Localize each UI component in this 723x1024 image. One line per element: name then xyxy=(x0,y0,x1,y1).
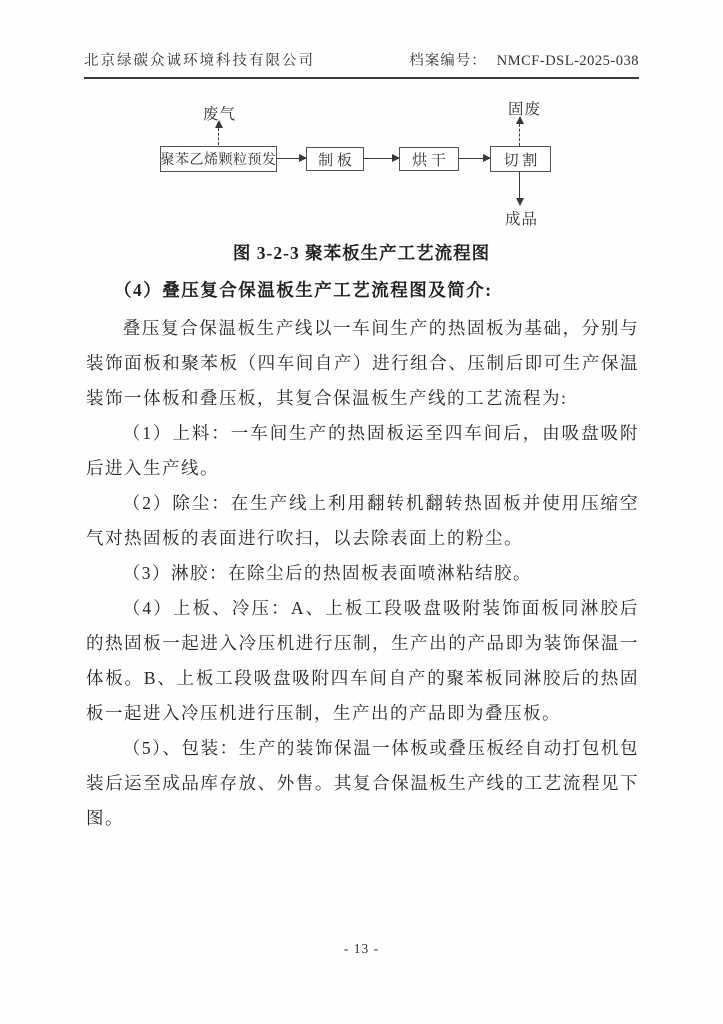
paragraph-step-3-glue: （3）淋胶：在除尘后的热固板表面喷淋粘结胶。 xyxy=(122,563,532,583)
paragraph-step-4-pressing: （4）上板、冷压：A、上板工段吸盘吸附装饰面板同淋胶后的热固板一起进入冷压机进行压制，生产出的产品即为装饰保温一体板。B、上板工段吸盘吸附四车间自产的聚苯板同淋胶后的热固板一起进入冷压机进行压制，生产出的产品即为叠压板。 xyxy=(86,598,639,723)
page-header xyxy=(84,49,639,79)
product-label: 成品 xyxy=(505,211,539,228)
flow-step-pre-expansion: 聚苯乙烯颗粒预发 xyxy=(160,146,277,172)
section-heading: （4）叠压复合保温板生产工艺流程图及简介: xyxy=(114,280,493,300)
flow-step-board-making: 制 板 xyxy=(306,147,364,171)
arrow-head xyxy=(215,120,223,128)
figure-caption: 图 3-2-3 聚苯板生产工艺流程图 xyxy=(232,243,491,263)
flow-step-cutting: 切 割 xyxy=(490,146,551,172)
archive-number-group xyxy=(409,49,639,70)
arrow-head xyxy=(516,116,524,124)
solid-waste-arrow xyxy=(519,124,520,146)
paragraph-step-5-packing: （5）、包装：生产的装饰保温一体板或叠压板经自动打包机包装后运至成品库存放、外售。其复合保温板生产线的工艺流程见下图。 xyxy=(86,738,639,828)
flow-arrow-2 xyxy=(364,158,399,159)
paragraph-step-2-dedusting: （2）除尘：在生产线上利用翻转机翻转热固板并使用压缩空气对热固板的表面进行吹扫，以去除表面上的粉尘。 xyxy=(86,493,639,548)
body-text xyxy=(86,311,639,836)
archive-number-label: 档案编号： xyxy=(409,53,487,69)
arrow-head xyxy=(516,198,524,206)
product-arrow xyxy=(519,172,520,198)
company-name: 北京绿碳众诚环境科技有限公司 xyxy=(84,53,315,69)
waste-gas-arrow xyxy=(218,128,219,145)
flow-step-drying: 烘 干 xyxy=(399,147,459,171)
paragraph-step-1-loading: （1）上料：一车间生产的热固板运至四车间后，由吸盘吸附后进入生产线。 xyxy=(86,423,639,478)
page-number: - 13 - xyxy=(343,941,380,956)
paragraph-intro: 叠压复合保温板生产线以一车间生产的热固板为基础，分别与装饰面板和聚苯板（四车间自产）进行组合、压制后即可生产保温装饰一体板和叠压板，其复合保温板生产线的工艺流程为: xyxy=(86,318,639,408)
process-flowchart xyxy=(0,95,723,233)
archive-number-value: NMCF-DSL-2025-038 xyxy=(496,53,639,69)
solid-waste-label: 固废 xyxy=(508,101,542,118)
flow-arrow-3 xyxy=(459,158,490,159)
flow-arrow-1 xyxy=(277,158,306,159)
waste-gas-label: 废气 xyxy=(203,106,237,123)
